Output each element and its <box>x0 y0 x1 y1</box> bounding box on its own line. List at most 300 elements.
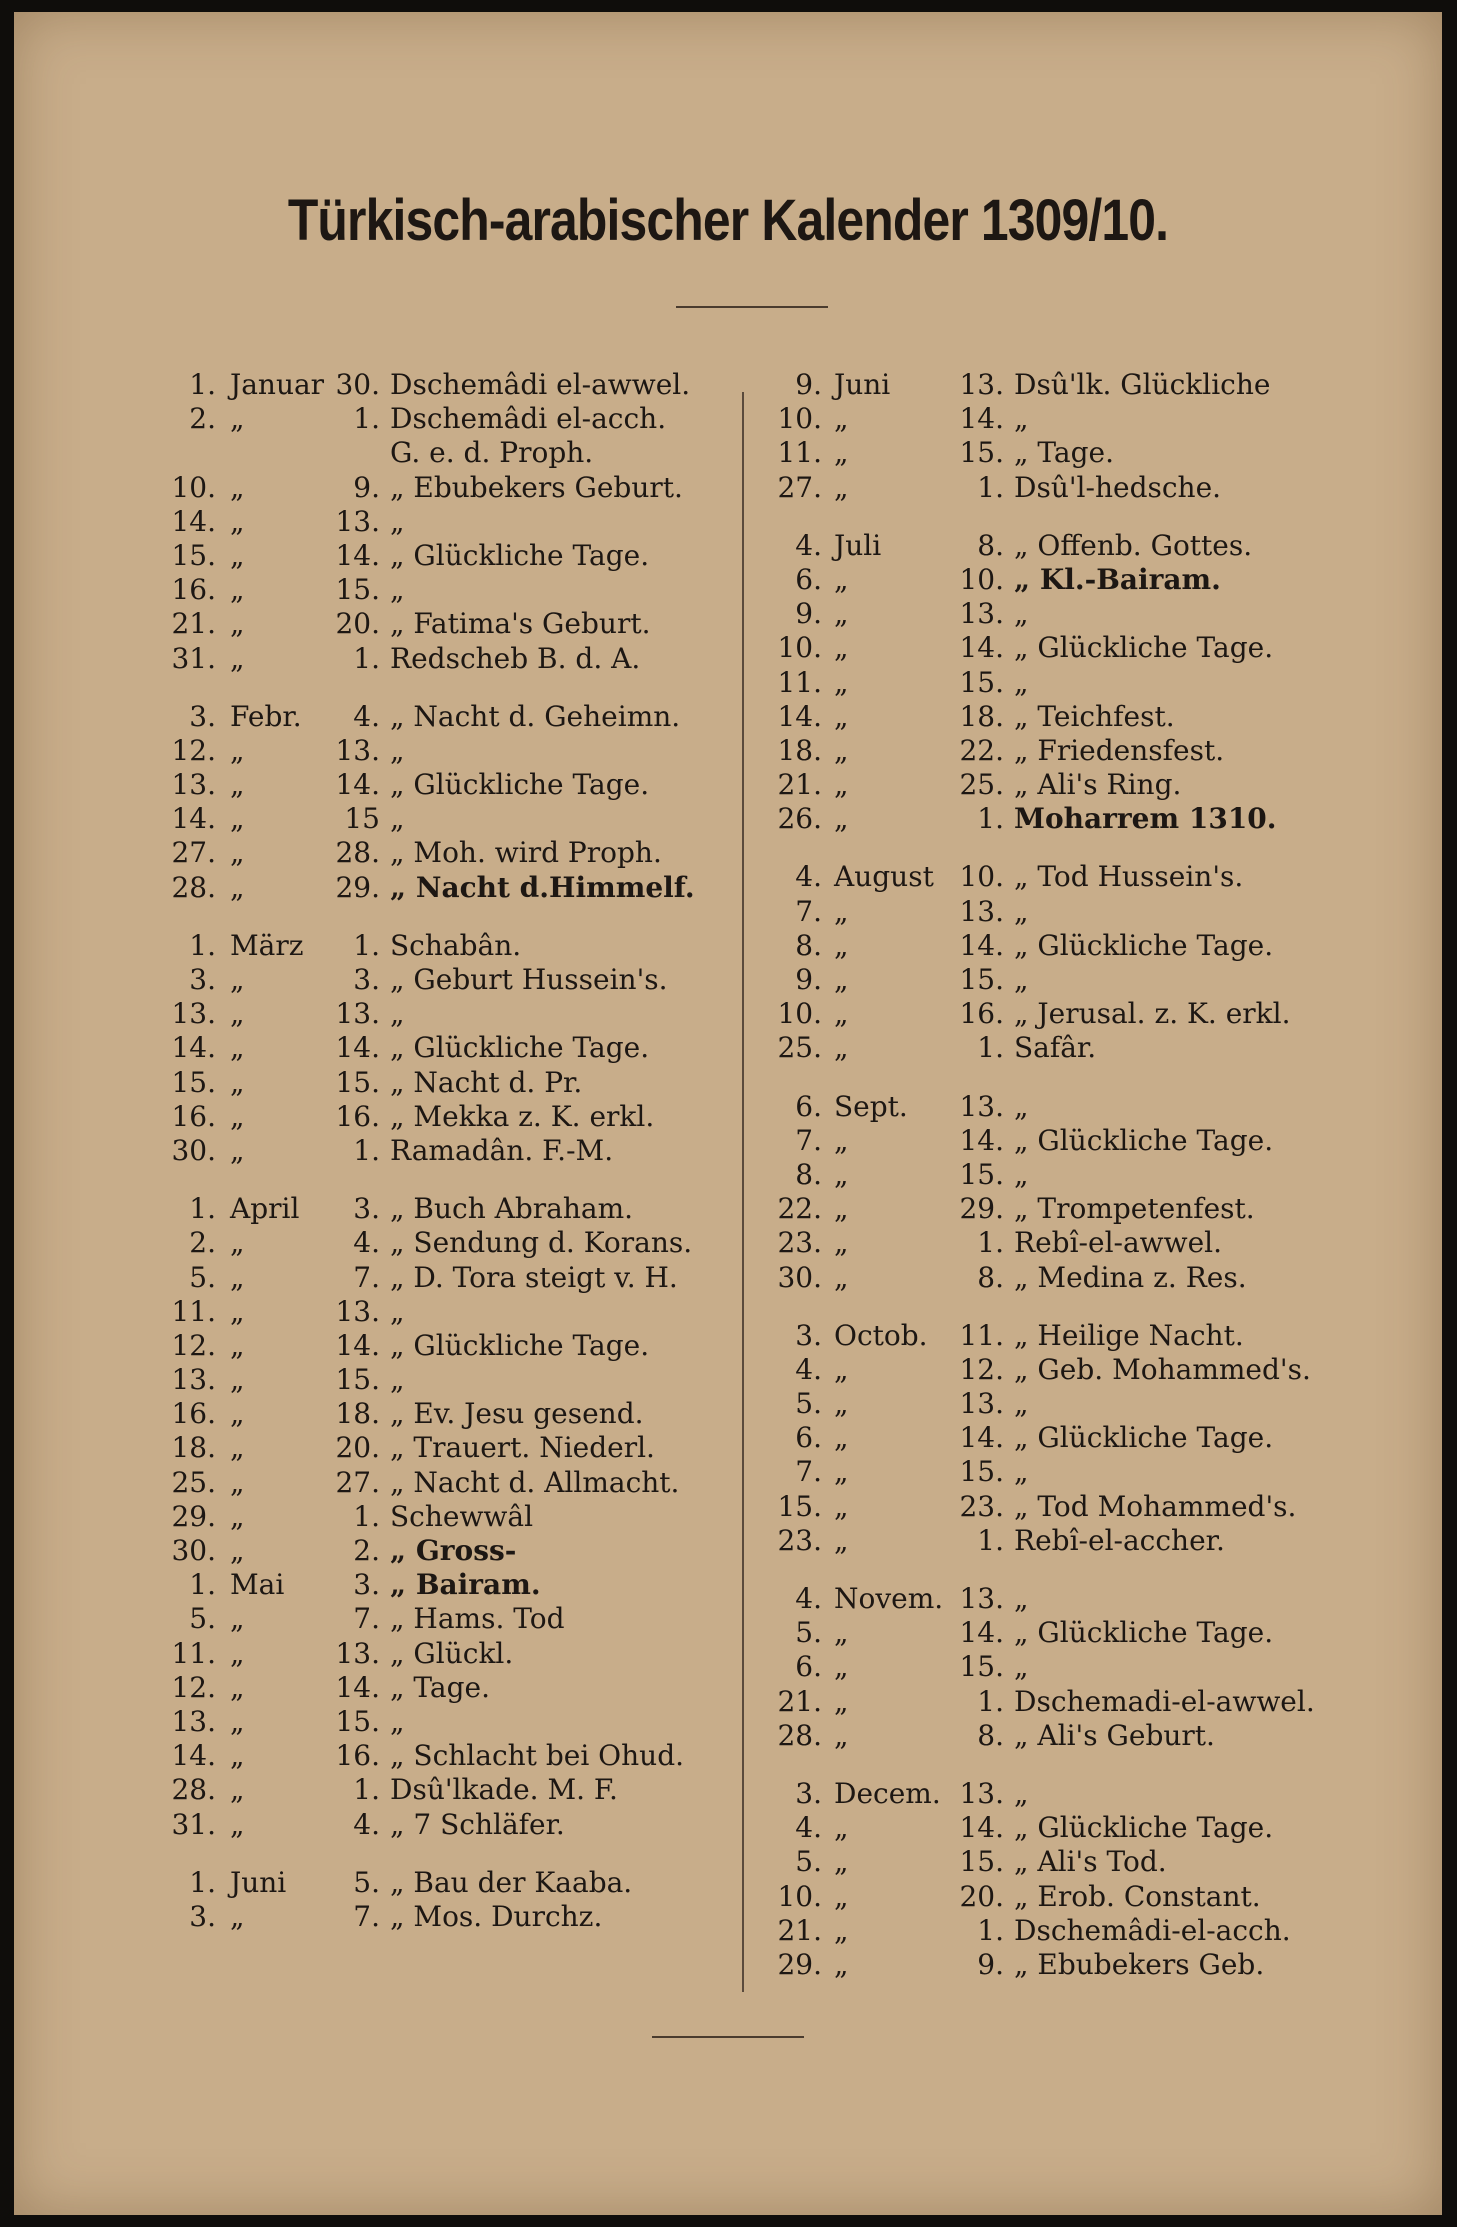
event: „ Glückliche Tage. <box>1014 631 1274 665</box>
month: „ <box>834 1879 849 1913</box>
hijri-day: 14. <box>335 538 380 572</box>
month: „ <box>834 1387 849 1421</box>
hijri-day: 4. <box>353 1807 380 1841</box>
gregorian-day: 4. <box>795 528 822 562</box>
calendar-row <box>152 1066 752 1100</box>
calendar-row <box>762 1319 1382 1353</box>
gregorian-day: 15. <box>777 1489 822 1523</box>
month: „ <box>834 928 849 962</box>
hijri-day: 30. <box>335 368 380 401</box>
event: „ Tage. <box>390 1670 490 1704</box>
gregorian-day: 18. <box>171 1431 216 1465</box>
event: „ Trauert. Niederl. <box>390 1431 655 1465</box>
hijri-day: 15. <box>959 1845 1004 1879</box>
event: „ Erob. Constant. <box>1014 1879 1261 1913</box>
calendar-row <box>152 1363 752 1397</box>
gregorian-day: 11. <box>777 436 822 470</box>
month: „ <box>834 1616 849 1650</box>
calendar-row <box>762 529 1382 563</box>
gregorian-day: 25. <box>171 1465 216 1499</box>
month: Januar <box>230 368 325 401</box>
calendar-row <box>762 1914 1382 1948</box>
gregorian-day: 3. <box>795 1318 822 1352</box>
month: „ <box>834 597 849 631</box>
event: „ Bairam. <box>390 1568 541 1602</box>
gregorian-day: 15. <box>171 538 216 572</box>
hijri-day: 1. <box>353 641 380 675</box>
event: Redscheb B. d. A. <box>390 641 641 675</box>
month: „ <box>834 1260 849 1294</box>
calendar-page <box>14 12 1442 2215</box>
hijri-day: 1. <box>353 1773 380 1807</box>
event: „ <box>1014 402 1029 436</box>
event: „ <box>1014 1650 1029 1684</box>
hijri-day: 14. <box>959 1421 1004 1455</box>
hijri-day: 13. <box>959 1089 1004 1123</box>
hijri-day: 8. <box>977 1718 1004 1752</box>
hijri-day: 14. <box>959 402 1004 436</box>
hijri-day: 15. <box>335 573 380 607</box>
event: „ Bau der Kaaba. <box>390 1865 633 1899</box>
month: „ <box>230 1397 245 1431</box>
event: Rebî-el-accher. <box>1014 1523 1225 1557</box>
event: „ Nacht d.Himmelf. <box>390 870 695 904</box>
month: Febr. <box>230 699 302 733</box>
month: „ <box>834 699 849 733</box>
month: „ <box>230 1670 245 1704</box>
hijri-day: 1. <box>977 1523 1004 1557</box>
gregorian-day: 25. <box>777 1031 822 1065</box>
month: „ <box>230 1807 245 1841</box>
calendar-row <box>152 871 752 905</box>
month: „ <box>230 1773 245 1807</box>
month: „ <box>834 1489 849 1523</box>
hijri-day: 3. <box>353 1192 380 1226</box>
month: „ <box>834 1157 849 1191</box>
calendar-row <box>152 1637 752 1671</box>
hijri-day: 13. <box>335 997 380 1031</box>
calendar-row <box>762 1158 1382 1192</box>
calendar-row <box>762 895 1382 929</box>
event: „ Ali's Tod. <box>1014 1845 1167 1879</box>
calendar-row <box>152 1866 752 1900</box>
gregorian-day: 12. <box>171 733 216 767</box>
month: „ <box>230 1704 245 1738</box>
gregorian-day: 4. <box>795 860 822 894</box>
calendar-row <box>762 666 1382 700</box>
calendar-row <box>762 402 1382 436</box>
gregorian-day: 1. <box>189 928 216 962</box>
calendar-row <box>762 471 1382 505</box>
gregorian-day: 16. <box>171 1397 216 1431</box>
hijri-day: 18. <box>335 1397 380 1431</box>
month: „ <box>230 538 245 572</box>
event: „ Glückliche Tage. <box>1014 1123 1274 1157</box>
hijri-day: 13. <box>335 504 380 538</box>
calendar-row <box>152 1192 752 1226</box>
calendar-row <box>152 1900 752 1934</box>
gregorian-day: 28. <box>171 1773 216 1807</box>
hijri-day: 15. <box>335 1363 380 1397</box>
calendar-row <box>152 929 752 963</box>
calendar-row <box>762 1192 1382 1226</box>
title-rule <box>676 306 828 308</box>
event: Dsû'l-hedsche. <box>1014 470 1222 504</box>
calendar-row <box>762 700 1382 734</box>
month: „ <box>834 1123 849 1157</box>
event: „ Glückl. <box>390 1636 514 1670</box>
month: „ <box>230 733 245 767</box>
month: „ <box>230 1065 245 1099</box>
event: „ Fatima's Geburt. <box>390 607 651 641</box>
hijri-day: 1. <box>353 1499 380 1533</box>
gregorian-day: 10. <box>171 470 216 504</box>
month: „ <box>834 1718 849 1752</box>
calendar-row <box>762 1353 1382 1387</box>
event: „ Medina z. Res. <box>1014 1260 1247 1294</box>
hijri-day: 10. <box>959 860 1004 894</box>
calendar-row <box>762 597 1382 631</box>
calendar-row <box>762 929 1382 963</box>
calendar-row <box>152 1100 752 1134</box>
gregorian-day: 3. <box>795 1776 822 1810</box>
event: „ Glückliche Tage. <box>1014 1421 1274 1455</box>
gregorian-day: 7. <box>795 894 822 928</box>
calendar-row <box>152 700 752 734</box>
calendar-row <box>762 1845 1382 1879</box>
gregorian-day: 4. <box>795 1811 822 1845</box>
event: „ Nacht d. Pr. <box>390 1065 583 1099</box>
gregorian-day: 2. <box>189 402 216 436</box>
hijri-day: 29. <box>959 1192 1004 1226</box>
hijri-day: 13. <box>959 1776 1004 1810</box>
month: „ <box>834 470 849 504</box>
gregorian-day: 14. <box>171 802 216 836</box>
event: „ <box>1014 597 1029 631</box>
hijri-day: 14. <box>335 1670 380 1704</box>
hijri-day: 13. <box>959 1387 1004 1421</box>
gregorian-day: 31. <box>171 641 216 675</box>
gregorian-day: 10. <box>777 402 822 436</box>
gregorian-day: 16. <box>171 1099 216 1133</box>
hijri-day: 15 <box>344 802 380 836</box>
month: „ <box>230 1099 245 1133</box>
calendar-row <box>762 1090 1382 1124</box>
hijri-day: 16. <box>335 1739 380 1773</box>
calendar-row <box>762 802 1382 836</box>
gregorian-day: 9. <box>795 963 822 996</box>
calendar-row <box>762 997 1382 1031</box>
hijri-day: 13. <box>335 733 380 767</box>
gregorian-day: 28. <box>777 1718 822 1752</box>
event: „ Moh. wird Proph. <box>390 836 662 870</box>
calendar-row <box>762 436 1382 470</box>
month: „ <box>230 402 245 436</box>
event: Dschemâdi-el-acch. <box>1014 1913 1291 1947</box>
hijri-day: 1. <box>353 402 380 436</box>
gregorian-day: 3. <box>189 963 216 996</box>
calendar-row <box>152 963 752 997</box>
calendar-row <box>762 768 1382 802</box>
month: „ <box>230 768 245 802</box>
calendar-row <box>152 1134 752 1168</box>
month: „ <box>230 1260 245 1294</box>
event: „ <box>390 733 405 767</box>
gregorian-day: 7. <box>795 1123 822 1157</box>
hijri-day: 13. <box>335 1294 380 1328</box>
gregorian-day: 16. <box>171 573 216 607</box>
month: „ <box>834 1913 849 1947</box>
event: „ Buch Abraham. <box>390 1192 634 1226</box>
event: „ Glückliche Tage. <box>1014 928 1274 962</box>
gregorian-day: 8. <box>795 1157 822 1191</box>
gregorian-day: 11. <box>777 665 822 699</box>
calendar-row <box>762 1524 1382 1558</box>
month: „ <box>834 436 849 470</box>
event: „ <box>1014 1776 1029 1810</box>
calendar-row <box>152 1739 752 1773</box>
gregorian-day: 5. <box>795 1616 822 1650</box>
event: Rebî-el-awwel. <box>1014 1226 1223 1260</box>
month: „ <box>230 470 245 504</box>
gregorian-day: 29. <box>777 1947 822 1981</box>
event: „ Glückliche Tage. <box>390 1031 650 1065</box>
month: Decem. <box>834 1776 941 1810</box>
month: „ <box>834 1455 849 1489</box>
calendar-row <box>762 1226 1382 1260</box>
month: Mai <box>230 1568 285 1602</box>
gregorian-day: 14. <box>171 504 216 538</box>
gregorian-day: 27. <box>777 470 822 504</box>
month: „ <box>834 1523 849 1557</box>
gregorian-day: 31. <box>171 1807 216 1841</box>
event: „ Mekka z. K. erkl. <box>390 1099 655 1133</box>
hijri-day: 15. <box>959 1455 1004 1489</box>
event: „ Gross- <box>390 1534 517 1567</box>
calendar-row <box>152 836 752 870</box>
hijri-day: 15. <box>335 1704 380 1738</box>
calendar-row <box>762 1582 1382 1616</box>
gregorian-day: 5. <box>795 1845 822 1879</box>
event: „ <box>390 1704 405 1738</box>
hijri-day: 18. <box>959 699 1004 733</box>
hijri-day: 7. <box>353 1602 380 1636</box>
hijri-day: 14. <box>959 631 1004 665</box>
month: „ <box>230 504 245 538</box>
gregorian-day: 2. <box>189 1226 216 1260</box>
event: „ Glückliche Tage. <box>390 768 650 802</box>
gregorian-day: 12. <box>171 1328 216 1362</box>
gregorian-day: 10. <box>777 1879 822 1913</box>
hijri-day: 9. <box>977 1947 1004 1981</box>
month: „ <box>834 665 849 699</box>
hijri-day: 13. <box>959 368 1004 401</box>
gregorian-day: 22. <box>777 1192 822 1226</box>
hijri-day: 13. <box>335 1636 380 1670</box>
calendar-row <box>762 1880 1382 1914</box>
month: „ <box>230 1133 245 1167</box>
month: „ <box>834 1192 849 1226</box>
event: „ D. Tora steigt v. H. <box>390 1260 678 1294</box>
calendar-row <box>152 1705 752 1739</box>
month: „ <box>230 836 245 870</box>
event: „ Sendung d. Korans. <box>390 1226 693 1260</box>
calendar-row <box>152 734 752 768</box>
event: „ Nacht d. Geheimn. <box>390 699 681 733</box>
gregorian-day: 3. <box>189 1899 216 1933</box>
gregorian-day: 23. <box>777 1523 822 1557</box>
hijri-day: 28. <box>335 836 380 870</box>
hijri-day: 14. <box>335 1031 380 1065</box>
hijri-day: 14. <box>959 1811 1004 1845</box>
gregorian-day: 6. <box>795 562 822 596</box>
gregorian-day: 28. <box>171 870 216 904</box>
hijri-day: 15. <box>959 1650 1004 1684</box>
event: „ Kl.-Bairam. <box>1014 562 1221 596</box>
calendar-row <box>762 860 1382 894</box>
gregorian-day: 13. <box>171 997 216 1031</box>
event: „ Trompetenfest. <box>1014 1192 1255 1226</box>
hijri-day: 13. <box>959 894 1004 928</box>
month: „ <box>834 1031 849 1065</box>
hijri-day: 14. <box>959 928 1004 962</box>
calendar-row <box>762 1031 1382 1065</box>
gregorian-day: 11. <box>171 1636 216 1670</box>
gregorian-day: 12. <box>171 1670 216 1704</box>
hijri-day: 8. <box>977 528 1004 562</box>
calendar-row <box>152 471 752 505</box>
calendar-row <box>152 642 752 676</box>
calendar-row <box>762 1719 1382 1753</box>
event: „ Nacht d. Allmacht. <box>390 1465 680 1499</box>
event: „ Heilige Nacht. <box>1014 1318 1244 1352</box>
calendar-row <box>762 1421 1382 1455</box>
month: Juni <box>230 1865 287 1899</box>
event: „ <box>1014 1089 1029 1123</box>
event: „ <box>390 504 405 538</box>
hijri-day: 1. <box>977 470 1004 504</box>
hijri-day: 8. <box>977 1260 1004 1294</box>
gregorian-day: 30. <box>171 1534 216 1567</box>
calendar-row <box>762 1811 1382 1845</box>
month: Sept. <box>834 1089 908 1123</box>
calendar-row <box>152 505 752 539</box>
event: Dschemadi-el-awwel. <box>1014 1684 1315 1718</box>
gregorian-day: 1. <box>189 1568 216 1602</box>
event: „ Glückliche Tage. <box>390 538 650 572</box>
event: „ Offenb. Gottes. <box>1014 528 1253 562</box>
calendar-row <box>152 1500 752 1534</box>
calendar-row <box>762 963 1382 997</box>
hijri-day: 14. <box>335 768 380 802</box>
hijri-day: 7. <box>353 1899 380 1933</box>
hijri-day: 2. <box>353 1534 380 1567</box>
gregorian-day: 13. <box>171 1363 216 1397</box>
event: „ Tod Mohammed's. <box>1014 1489 1297 1523</box>
calendar-row <box>152 1031 752 1065</box>
calendar-row <box>762 631 1382 665</box>
gregorian-day: 30. <box>171 1133 216 1167</box>
event: „ <box>1014 894 1029 928</box>
gregorian-day: 15. <box>171 1065 216 1099</box>
gregorian-day: 10. <box>777 997 822 1031</box>
event: Dsû'lkade. M. F. <box>390 1773 618 1807</box>
hijri-day: 23. <box>959 1489 1004 1523</box>
event: „ Schlacht bei Ohud. <box>390 1739 685 1773</box>
gregorian-day: 6. <box>795 1650 822 1684</box>
month: „ <box>230 1031 245 1065</box>
hijri-day: 1. <box>977 1031 1004 1065</box>
gregorian-day: 7. <box>795 1455 822 1489</box>
gregorian-day: 21. <box>777 1913 822 1947</box>
calendar-row <box>152 1466 752 1500</box>
calendar-row <box>762 1490 1382 1524</box>
month: „ <box>230 1899 245 1933</box>
month: „ <box>834 562 849 596</box>
event: „ Geb. Mohammed's. <box>1014 1352 1311 1386</box>
hijri-day: 15. <box>959 436 1004 470</box>
month: April <box>230 1192 300 1226</box>
calendar-row <box>152 368 752 402</box>
event: „ <box>1014 1455 1029 1489</box>
gregorian-day: 26. <box>777 802 822 836</box>
calendar-row <box>152 402 752 436</box>
calendar-row <box>762 1650 1382 1684</box>
gregorian-day: 11. <box>171 1294 216 1328</box>
calendar-row <box>762 1777 1382 1811</box>
hijri-day: 11. <box>959 1318 1004 1352</box>
hijri-day: 29. <box>335 870 380 904</box>
month: März <box>230 928 304 962</box>
event: „ Ebubekers Geburt. <box>390 470 683 504</box>
right-column <box>762 368 1382 1982</box>
gregorian-day: 23. <box>777 1226 822 1260</box>
month: „ <box>834 1226 849 1260</box>
gregorian-day: 21. <box>171 607 216 641</box>
hijri-day: 20. <box>335 607 380 641</box>
calendar-row <box>152 1602 752 1636</box>
calendar-row <box>152 1261 752 1295</box>
event: „ Ev. Jesu gesend. <box>390 1397 644 1431</box>
calendar-row <box>762 734 1382 768</box>
calendar-row <box>152 997 752 1031</box>
calendar-row <box>762 1124 1382 1158</box>
month: „ <box>834 631 849 665</box>
calendar-row <box>152 1329 752 1363</box>
column-divider <box>742 392 744 1992</box>
event: Dschemâdi el-acch. <box>390 402 667 436</box>
hijri-day: 14. <box>335 1328 380 1362</box>
gregorian-day: 5. <box>189 1260 216 1294</box>
calendar-row <box>762 368 1382 402</box>
calendar-row <box>762 1685 1382 1719</box>
month: „ <box>834 1684 849 1718</box>
event: „ Tage. <box>1014 436 1114 470</box>
gregorian-day: 8. <box>795 928 822 962</box>
calendar-row <box>152 1534 752 1568</box>
hijri-day: 3. <box>353 963 380 996</box>
month: „ <box>230 1499 245 1533</box>
hijri-day: 1. <box>353 928 380 962</box>
calendar-row <box>762 1948 1382 1982</box>
event: „ Ali's Geburt. <box>1014 1718 1215 1752</box>
event: „ Mos. Durchz. <box>390 1899 603 1933</box>
hijri-day: 4. <box>353 699 380 733</box>
calendar-row <box>152 1808 752 1842</box>
event: „ <box>1014 665 1029 699</box>
calendar-row <box>152 802 752 836</box>
gregorian-day: 13. <box>171 768 216 802</box>
